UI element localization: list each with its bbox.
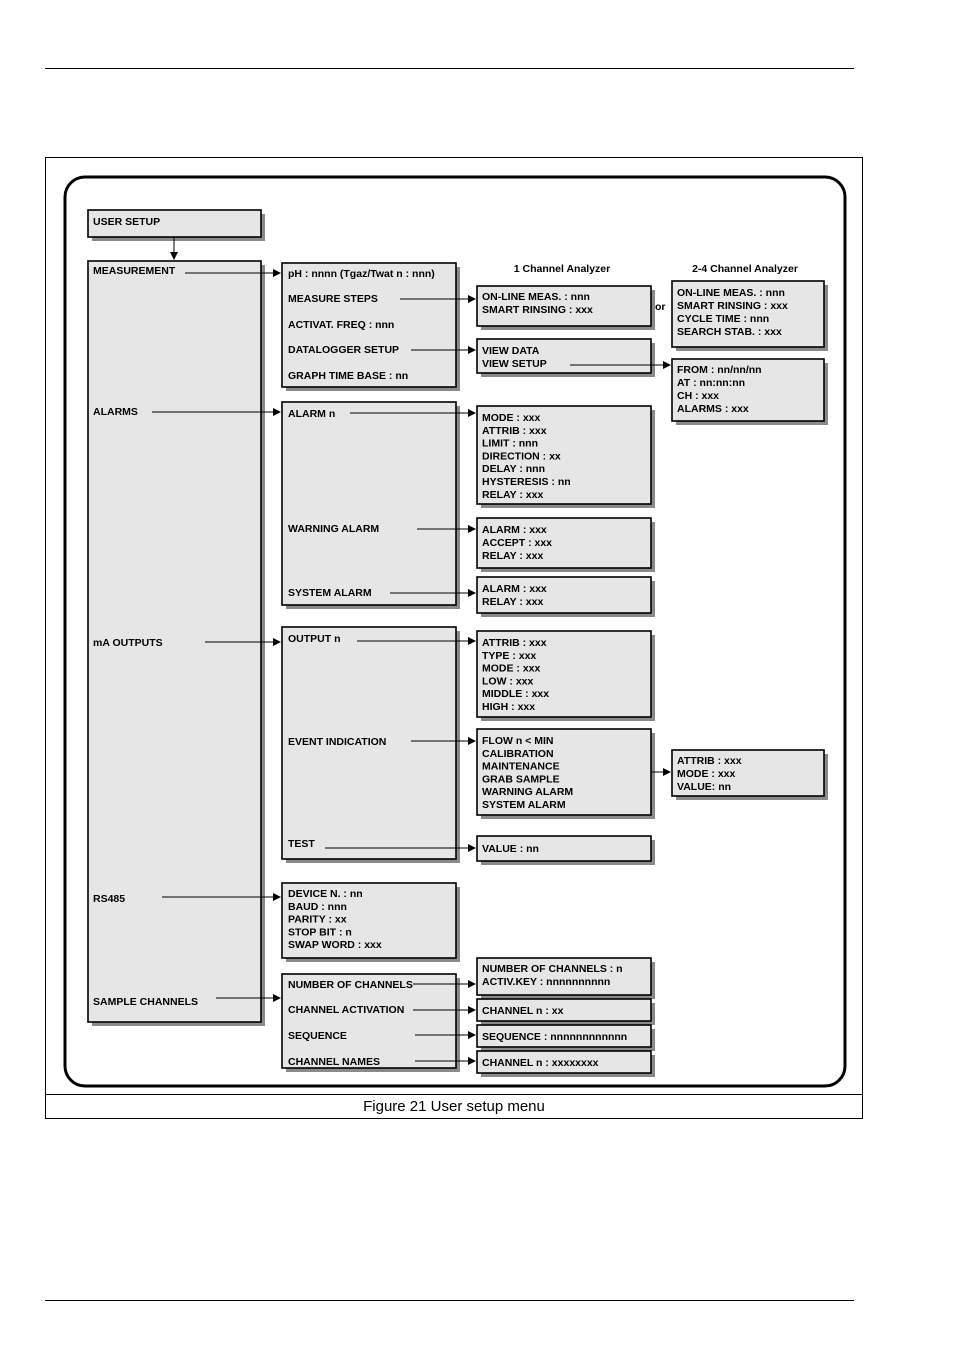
channels-item-channel-names: CHANNEL NAMES bbox=[288, 1056, 380, 1068]
channel-names-params-item: CHANNEL n : xxxxxxxx bbox=[482, 1057, 599, 1069]
event-sub-params-item: ATTRIB : xxx bbox=[677, 755, 742, 767]
channels-item-channel-activation: CHANNEL ACTIVATION bbox=[288, 1004, 405, 1016]
measure-steps-multi-item: SMART RINSING : xxx bbox=[677, 300, 788, 312]
measurement-item-datalogger-setup: DATALOGGER SETUP bbox=[288, 344, 400, 356]
measurement-item-activat-freq: ACTIVAT. FREQ : nnn bbox=[288, 319, 395, 331]
channels-item-number-of-channels: NUMBER OF CHANNELS bbox=[288, 979, 413, 991]
alarms-item-warning-alarm: WARNING ALARM bbox=[288, 523, 380, 535]
view-setup-item: ALARMS : xxx bbox=[677, 403, 749, 415]
warning-alarm-params-item: ALARM : xxx bbox=[482, 524, 547, 536]
measure-steps-1ch-item: SMART RINSING : xxx bbox=[482, 304, 593, 316]
rs485-params-item: SWAP WORD : xxx bbox=[288, 939, 382, 952]
figure-caption: Figure 21 User setup menu bbox=[45, 1094, 863, 1119]
measurement-item-ph: pH : nnnn (Tgaz/Twat n : nnn) bbox=[288, 268, 435, 280]
event-params-item: CALIBRATION bbox=[482, 747, 554, 760]
alarm-n-params-item: HYSTERESIS : nn bbox=[482, 476, 571, 488]
warning-alarm-params-item: RELAY : xxx bbox=[482, 550, 544, 562]
measure-steps-multi-item: ON-LINE MEAS. : nnn bbox=[677, 287, 785, 299]
alarm-n-params-item: MODE : xxx bbox=[482, 412, 541, 424]
rs485-params-item: PARITY : xx bbox=[288, 913, 347, 926]
outputs-item-output-n: OUTPUT n bbox=[288, 633, 341, 645]
measure-steps-1ch-item: ON-LINE MEAS. : nnn bbox=[482, 291, 590, 303]
warning-alarm-params-item: ACCEPT : xxx bbox=[482, 537, 553, 549]
event-params-item: SYSTEM ALARM bbox=[482, 799, 566, 811]
alarms-item-system-alarm: SYSTEM ALARM bbox=[288, 587, 372, 599]
output-n-params-item: TYPE : xxx bbox=[482, 649, 537, 662]
channel-activation-params-item: CHANNEL n : xx bbox=[482, 1005, 564, 1017]
rs485-params-item: DEVICE N. : nn bbox=[288, 888, 363, 900]
alarm-n-params-item: LIMIT : nnn bbox=[482, 437, 538, 450]
event-sub-params-item: VALUE: nn bbox=[677, 781, 732, 793]
or-label: or bbox=[655, 301, 666, 313]
main-item-alarms: ALARMS bbox=[93, 406, 138, 418]
event-sub-params-item: MODE : xxx bbox=[677, 768, 736, 780]
alarm-n-params-item: DELAY : nnn bbox=[482, 463, 546, 476]
output-n-params-item: MIDDLE : xxx bbox=[482, 688, 550, 701]
outputs-item-event-indication: EVENT INDICATION bbox=[288, 736, 387, 748]
output-n-params-item: HIGH : xxx bbox=[482, 701, 536, 713]
output-n-params-item: MODE : xxx bbox=[482, 662, 541, 675]
datalogger-item: VIEW DATA bbox=[482, 345, 540, 357]
system-alarm-params-item: RELAY : xxx bbox=[482, 596, 544, 608]
measure-steps-multi-item: CYCLE TIME : nnn bbox=[677, 313, 770, 325]
main-item-sample-channels: SAMPLE CHANNELS bbox=[93, 996, 199, 1008]
multi-channel-header: 2-4 Channel Analyzer bbox=[692, 263, 798, 275]
outputs-item-test: TEST bbox=[288, 838, 315, 850]
view-setup-item: FROM : nn/nn/nn bbox=[677, 364, 762, 376]
measure-steps-multi-item: SEARCH STAB. : xxx bbox=[677, 326, 782, 338]
system-alarm-params-item: ALARM : xxx bbox=[482, 583, 547, 595]
number-of-channels-params-item: NUMBER OF CHANNELS : n bbox=[482, 963, 623, 975]
view-setup-item: AT : nn:nn:nn bbox=[677, 377, 746, 389]
sequence-params-item: SEQUENCE : nnnnnnnnnnnn bbox=[482, 1031, 628, 1043]
rs485-params-item: BAUD : nnn bbox=[288, 900, 347, 913]
main-item-rs485: RS485 bbox=[93, 893, 126, 905]
alarm-n-params-item: ATTRIB : xxx bbox=[482, 424, 547, 437]
main-item-measurement: MEASUREMENT bbox=[93, 265, 176, 277]
test-params-item: VALUE : nn bbox=[482, 843, 539, 855]
rs485-params-item: STOP BIT : n bbox=[288, 926, 352, 939]
output-n-params-item: ATTRIB : xxx bbox=[482, 637, 547, 649]
user-setup-label: USER SETUP bbox=[93, 216, 161, 228]
event-params-item: GRAB SAMPLE bbox=[482, 773, 560, 786]
channels-item-sequence: SEQUENCE bbox=[288, 1030, 347, 1042]
one-channel-header: 1 Channel Analyzer bbox=[513, 263, 611, 275]
event-params-item: FLOW n < MIN bbox=[482, 735, 554, 747]
measurement-item-measure-steps: MEASURE STEPS bbox=[288, 293, 378, 305]
alarms-menu-box bbox=[282, 402, 456, 605]
alarm-n-params-item: RELAY : xxx bbox=[482, 488, 544, 501]
view-setup-item: CH : xxx bbox=[677, 390, 720, 402]
measurement-item-graph-time-base: GRAPH TIME BASE : nn bbox=[288, 370, 409, 382]
event-params-item: WARNING ALARM bbox=[482, 786, 574, 799]
number-of-channels-params-item: ACTIV.KEY : nnnnnnnnnn bbox=[482, 976, 611, 988]
alarms-item-alarm-n: ALARM n bbox=[288, 408, 336, 420]
event-params-item: MAINTENANCE bbox=[482, 760, 560, 773]
main-item-ma-outputs: mA OUTPUTS bbox=[93, 637, 163, 649]
alarm-n-params-item: DIRECTION : xx bbox=[482, 450, 561, 463]
datalogger-item: VIEW SETUP bbox=[482, 358, 547, 370]
output-n-params-item: LOW : xxx bbox=[482, 675, 534, 688]
